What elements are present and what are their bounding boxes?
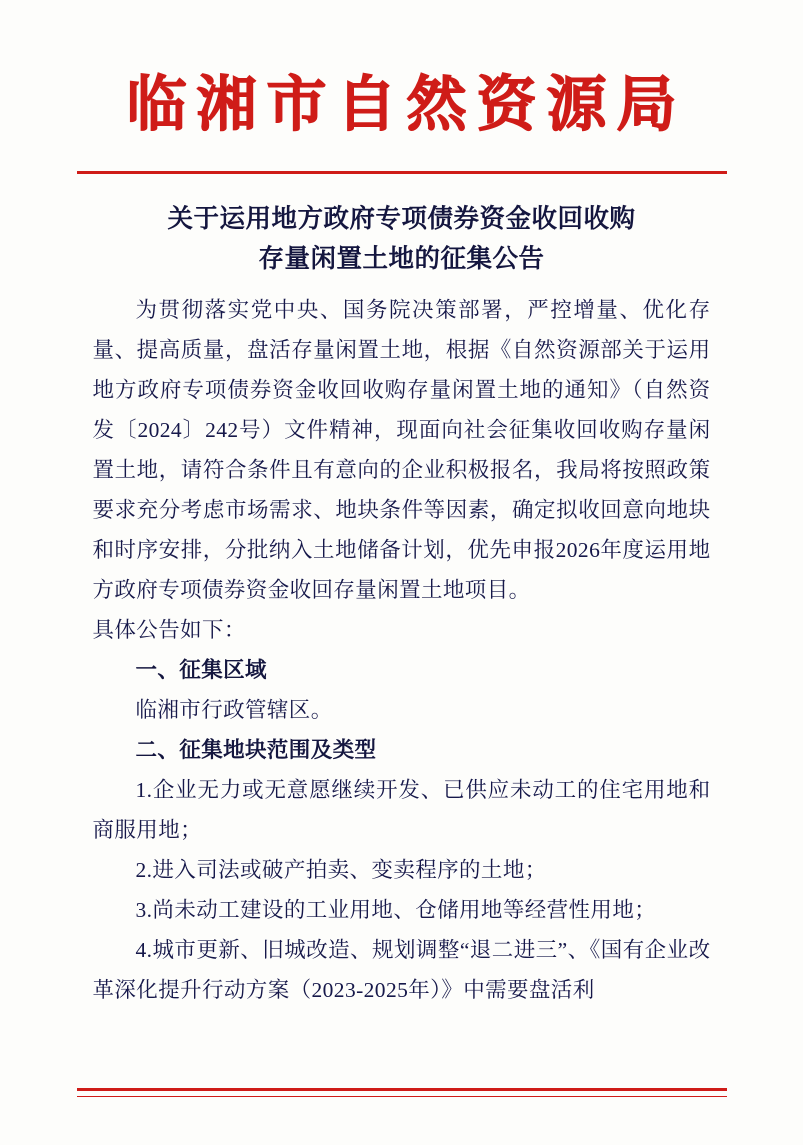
section-2-item-3: 3.尚未动工建设的工业用地、仓储用地等经营性用地； bbox=[135, 897, 657, 922]
footer-divider-group bbox=[0, 1088, 803, 1098]
intro-paragraph: 为贯彻落实党中央、国务院决策部署，严控增量、优化存量、提高质量，盘活存量闲置土地，根据《自然资源部关于运用地方政府专项债券资金收回收购存量闲置土地的通知》（自然资发〔2024〕242号）文件精神，现面向社会征集收回收购存量闲置土地，请符合条件且有意向的企业积极报名，我局将按照政策要求充分考虑市场需求、地块条件等因素，确定拟收回意向地块和时序安排，分批纳入土地储备计划，优先申报2026年度运用地方政府专项债券资金收回存量闲置土地项目。 bbox=[92, 298, 711, 602]
footer-divider-thin bbox=[77, 1096, 727, 1098]
announcement-title-line2: 存量闲置土地的征集公告 bbox=[258, 243, 545, 274]
announcement-title-line1: 关于运用地方政府专项债券资金收回收购 bbox=[167, 204, 636, 234]
section-2-item-1: 1.企业无力或无意愿继续开发、已供应未动工的住宅用地和商服用地； bbox=[92, 777, 711, 842]
document-body bbox=[93, 174, 711, 1011]
section-1-body: 临湘市行政管辖区。 bbox=[135, 697, 333, 722]
masthead bbox=[0, 0, 803, 174]
intro-tail-paragraph: 具体公告如下： bbox=[92, 617, 246, 642]
section-2-item-4: 4.城市更新、旧城改造、规划调整“退二进三”、《国有企业改革深化提升行动方案（2023-2025年）》中需要盘活利 bbox=[92, 937, 711, 1002]
section-2-item-2: 2.进入司法或破产拍卖、变卖程序的土地； bbox=[135, 857, 547, 882]
issuing-authority-title: 临湘市自然资源局 bbox=[126, 70, 687, 140]
section-1-heading: 一、征集区域 bbox=[135, 657, 267, 683]
section-2-heading: 二、征集地块范围及类型 bbox=[135, 737, 377, 763]
footer-divider-thick bbox=[77, 1088, 727, 1091]
